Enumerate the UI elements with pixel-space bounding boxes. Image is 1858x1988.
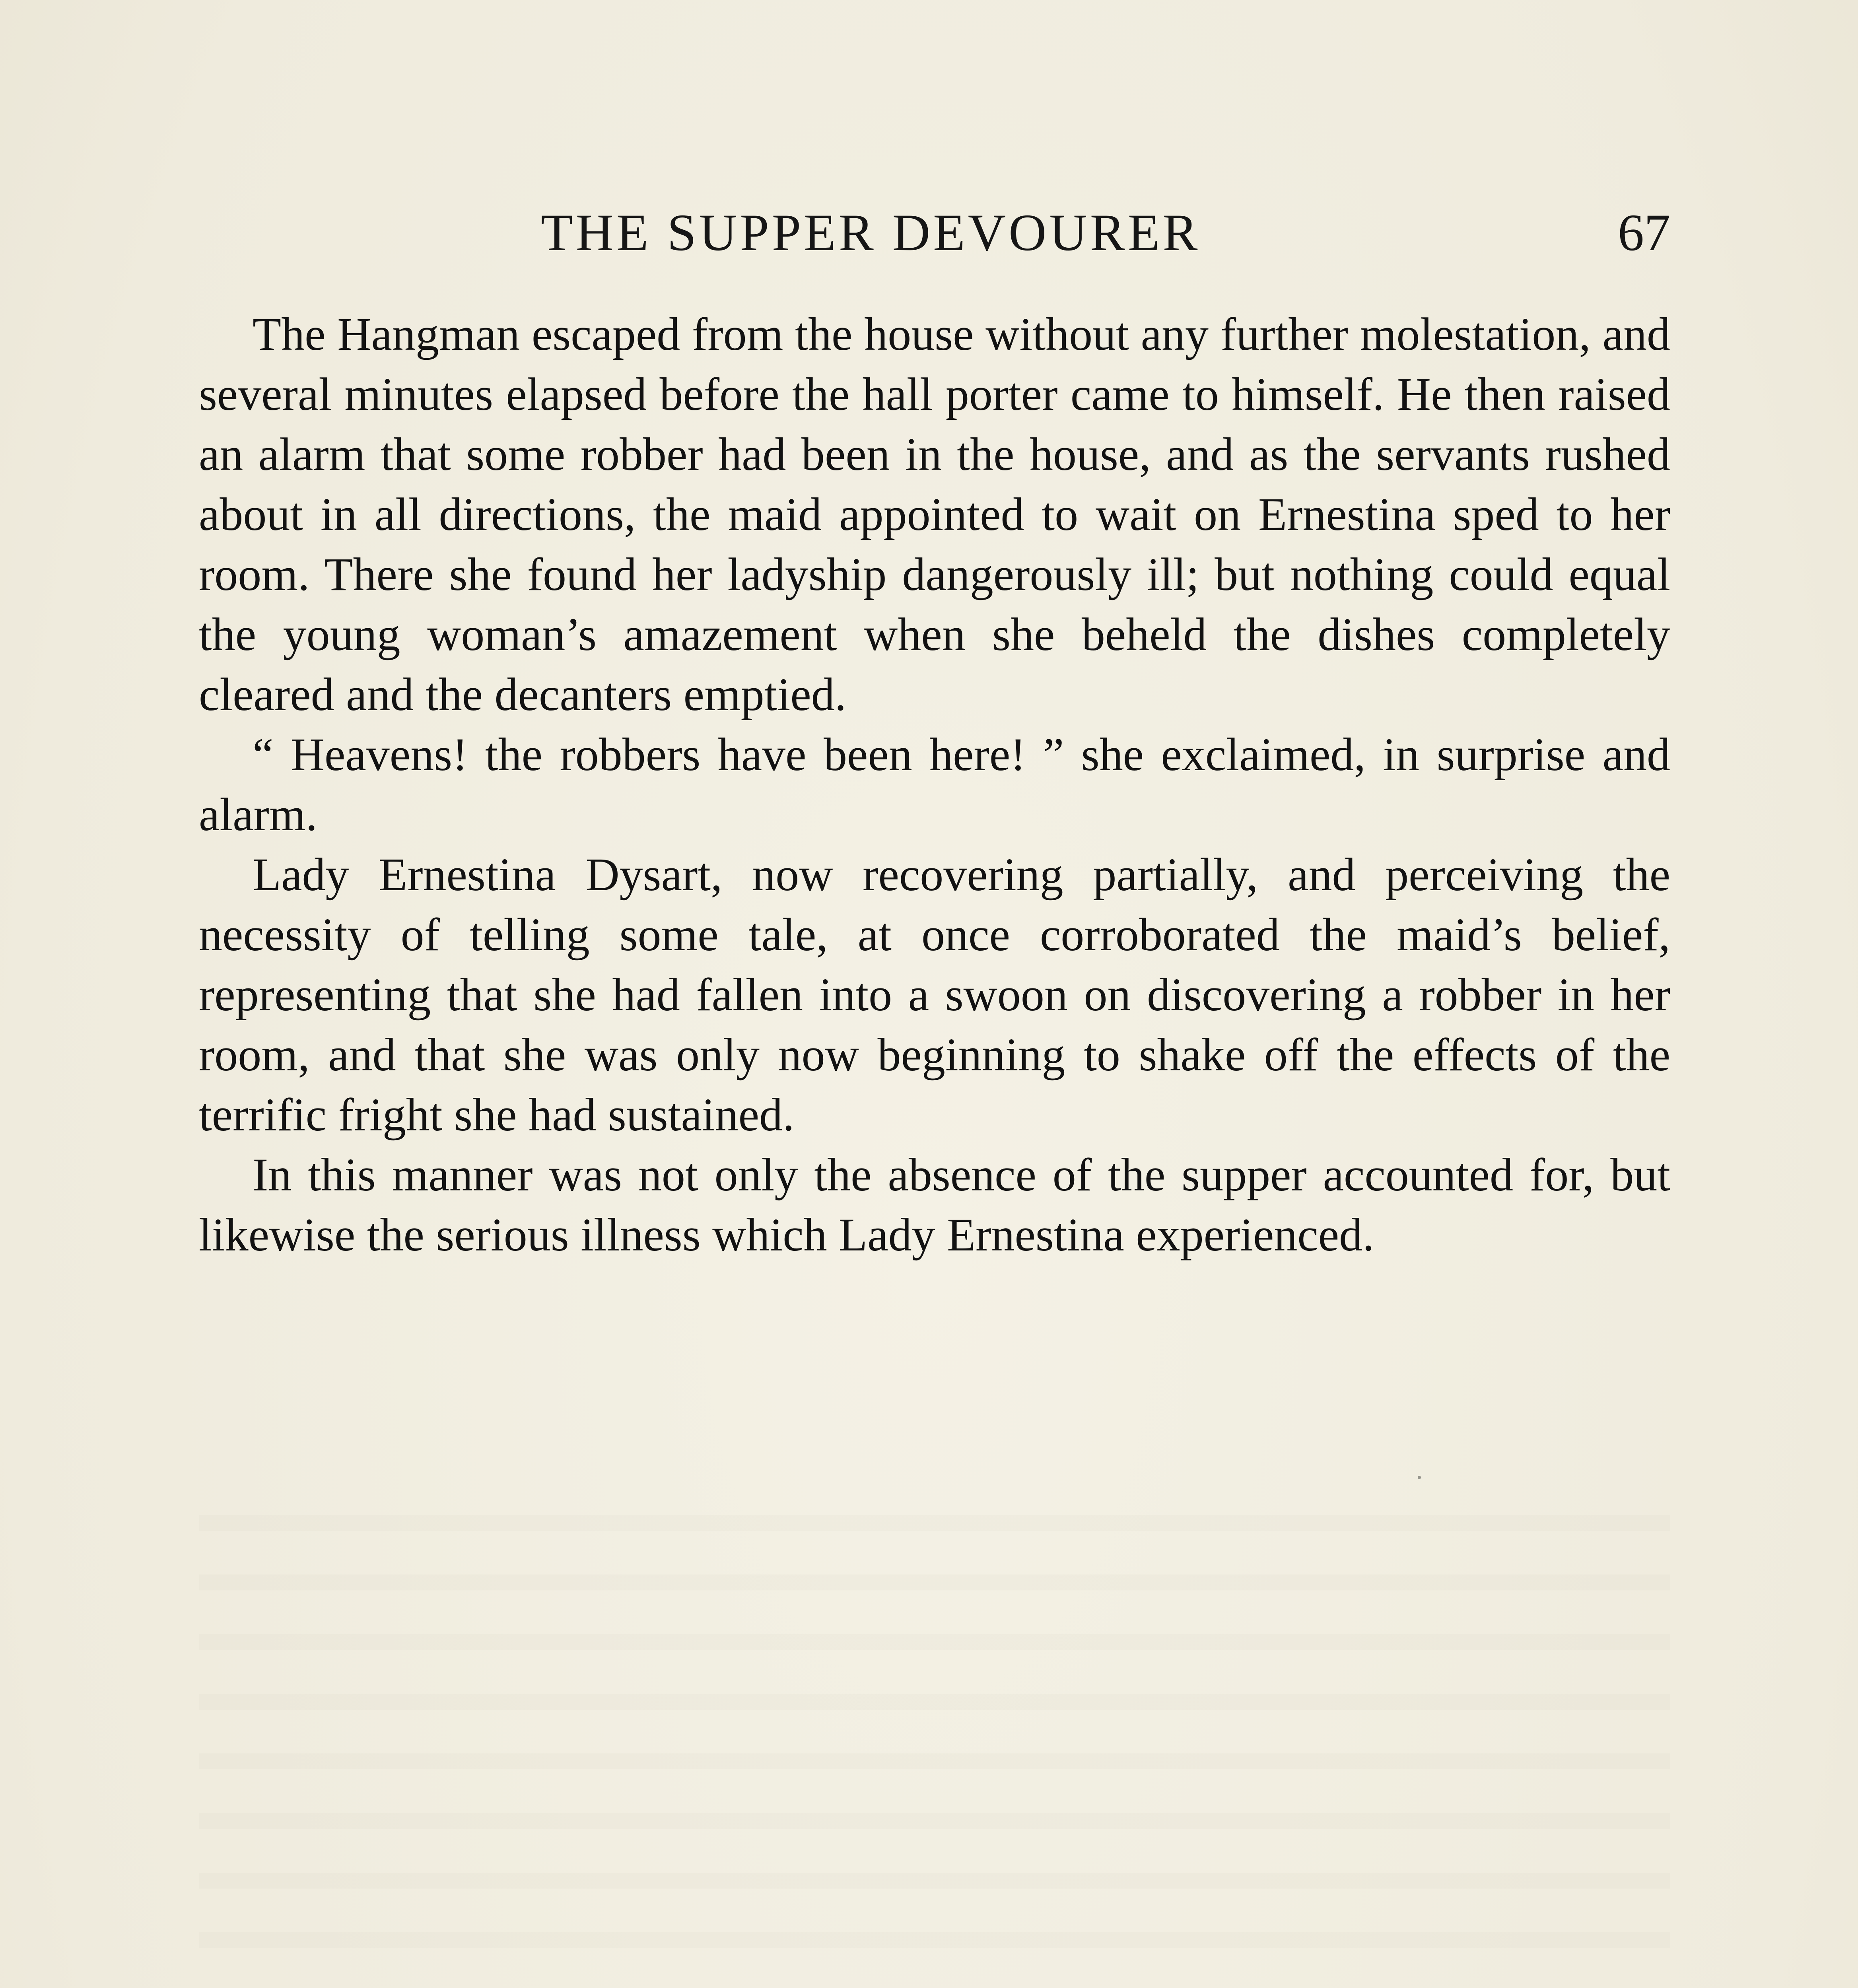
show-through-text	[199, 1471, 1670, 1988]
ink-speck	[1418, 1476, 1421, 1479]
page-header	[199, 197, 1670, 268]
paragraph-3: Lady Ernestina Dysart, now recovering partially, and perceiving the necessity of telling some tale, at once corroborated the maid’s belief, representing that she had fallen into a swoon on discovering a robber in her room, and that she was only now beginning to shake off the effects of the terrific fright she had sustained.	[199, 848, 1670, 1141]
page-number: 67	[1618, 203, 1670, 262]
paragraph-2: “ Heavens! the robbers have been here! ” she exclaimed, in surprise and alarm.	[199, 728, 1670, 841]
running-title: THE SUPPER DEVOURER	[541, 203, 1201, 262]
paragraph-4: In this manner was not only the absence of the supper accounted for, but likewise the serious illness which Lady Ernestina experienced.	[199, 1149, 1670, 1261]
body-text	[199, 304, 1670, 1265]
paragraph-1: The Hangman escaped from the house without any further molestation, and several minutes elapsed before the hall porter came to himself. He then raised an alarm that some robber had been in the house, and as the servants rushed about in all directions, the maid appointed to wait on Ernestina sped to her room. There she found her ladyship dangerously ill; but nothing could equal the young woman’s amazement when she beheld the dishes completely cleared and the decanters emptied.	[199, 308, 1670, 720]
